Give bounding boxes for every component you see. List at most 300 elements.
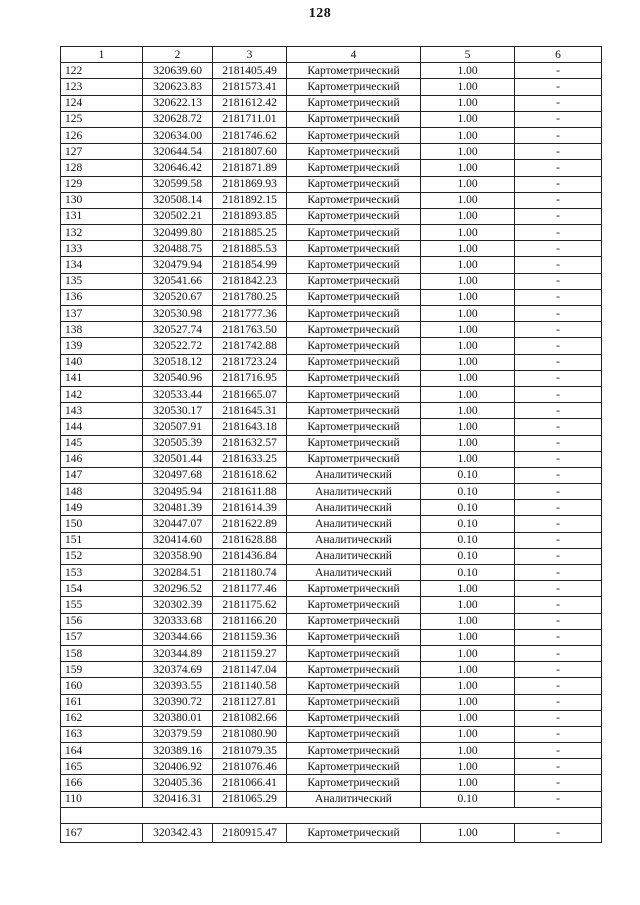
cell-y-coordinate: 2181665.07 bbox=[213, 386, 287, 402]
cell-method: Картометрический bbox=[287, 176, 421, 192]
table-row bbox=[61, 403, 602, 419]
cell-x-coordinate: 320393.55 bbox=[143, 678, 213, 694]
cell-accuracy: 1.00 bbox=[421, 678, 515, 694]
cell-method: Картометрический bbox=[287, 160, 421, 176]
cell-y-coordinate: 2181076.46 bbox=[213, 759, 287, 775]
cell-method: Картометрический bbox=[287, 403, 421, 419]
cell-point-number: 150 bbox=[61, 516, 143, 532]
cell-method: Картометрический bbox=[287, 629, 421, 645]
cell-accuracy: 1.00 bbox=[421, 694, 515, 710]
cell-point-number: 158 bbox=[61, 645, 143, 661]
cell-method: Аналитический bbox=[287, 548, 421, 564]
cell-point-number: 149 bbox=[61, 500, 143, 516]
cell-accuracy: 0.10 bbox=[421, 565, 515, 581]
table-body bbox=[61, 63, 602, 843]
cell-y-coordinate: 2181614.39 bbox=[213, 500, 287, 516]
table-row bbox=[61, 775, 602, 791]
cell-accuracy: 1.00 bbox=[421, 225, 515, 241]
cell-method: Картометрический bbox=[287, 144, 421, 160]
cell-y-coordinate: 2181885.53 bbox=[213, 241, 287, 257]
cell-point-number: 143 bbox=[61, 403, 143, 419]
cell-accuracy: 1.00 bbox=[421, 306, 515, 322]
table-row bbox=[61, 678, 602, 694]
table-row bbox=[61, 565, 602, 581]
cell-accuracy: 1.00 bbox=[421, 743, 515, 759]
cell-point-number: 152 bbox=[61, 548, 143, 564]
table-row bbox=[61, 354, 602, 370]
cell-accuracy: 1.00 bbox=[421, 726, 515, 742]
cell-point-number: 163 bbox=[61, 726, 143, 742]
cell-method: Картометрический bbox=[287, 127, 421, 143]
cell-method: Картометрический bbox=[287, 208, 421, 224]
table-row bbox=[61, 694, 602, 710]
cell-point-number: 167 bbox=[61, 823, 143, 842]
table-row bbox=[61, 160, 602, 176]
cell-point-number: 135 bbox=[61, 273, 143, 289]
table-row bbox=[61, 645, 602, 661]
cell-note: - bbox=[515, 565, 602, 581]
cell-point-number: 151 bbox=[61, 532, 143, 548]
table-row bbox=[61, 597, 602, 613]
cell-x-coordinate: 320344.66 bbox=[143, 629, 213, 645]
cell-y-coordinate: 2181723.24 bbox=[213, 354, 287, 370]
cell-y-coordinate: 2181893.85 bbox=[213, 208, 287, 224]
cell-x-coordinate: 320389.16 bbox=[143, 743, 213, 759]
cell-y-coordinate: 2181180.74 bbox=[213, 565, 287, 581]
cell-x-coordinate: 320540.96 bbox=[143, 370, 213, 386]
cell-point-number: 159 bbox=[61, 662, 143, 678]
cell-method: Картометрический bbox=[287, 338, 421, 354]
cell-method: Картометрический bbox=[287, 111, 421, 127]
cell-x-coordinate: 320406.92 bbox=[143, 759, 213, 775]
cell-y-coordinate: 2181742.88 bbox=[213, 338, 287, 354]
cell-y-coordinate: 2181177.46 bbox=[213, 581, 287, 597]
cell-accuracy: 1.00 bbox=[421, 95, 515, 111]
cell-note: - bbox=[515, 629, 602, 645]
cell-note: - bbox=[515, 273, 602, 289]
cell-accuracy: 0.10 bbox=[421, 532, 515, 548]
cell-x-coordinate: 320497.68 bbox=[143, 467, 213, 483]
cell-method: Аналитический bbox=[287, 467, 421, 483]
cell-x-coordinate: 320505.39 bbox=[143, 435, 213, 451]
cell-note: - bbox=[515, 95, 602, 111]
table-row bbox=[61, 516, 602, 532]
cell-point-number: 129 bbox=[61, 176, 143, 192]
cell-point-number: 127 bbox=[61, 144, 143, 160]
cell-y-coordinate: 2181645.31 bbox=[213, 403, 287, 419]
empty-cell bbox=[421, 807, 515, 823]
cell-point-number: 124 bbox=[61, 95, 143, 111]
cell-x-coordinate: 320481.39 bbox=[143, 500, 213, 516]
cell-note: - bbox=[515, 694, 602, 710]
column-header-6: 6 bbox=[515, 47, 602, 63]
cell-point-number: 123 bbox=[61, 79, 143, 95]
table-row bbox=[61, 759, 602, 775]
cell-x-coordinate: 320623.83 bbox=[143, 79, 213, 95]
cell-y-coordinate: 2181869.93 bbox=[213, 176, 287, 192]
cell-point-number: 166 bbox=[61, 775, 143, 791]
cell-y-coordinate: 2181573.41 bbox=[213, 79, 287, 95]
table-row bbox=[61, 613, 602, 629]
cell-accuracy: 1.00 bbox=[421, 127, 515, 143]
cell-method: Картометрический bbox=[287, 192, 421, 208]
cell-y-coordinate: 2181763.50 bbox=[213, 322, 287, 338]
cell-x-coordinate: 320333.68 bbox=[143, 613, 213, 629]
cell-accuracy: 1.00 bbox=[421, 775, 515, 791]
table-row bbox=[61, 419, 602, 435]
cell-method: Картометрический bbox=[287, 322, 421, 338]
cell-note: - bbox=[515, 500, 602, 516]
table-row bbox=[61, 257, 602, 273]
column-header-1: 1 bbox=[61, 47, 143, 63]
cell-note: - bbox=[515, 645, 602, 661]
table-row bbox=[61, 484, 602, 500]
table-row bbox=[61, 435, 602, 451]
cell-note: - bbox=[515, 435, 602, 451]
cell-note: - bbox=[515, 160, 602, 176]
cell-accuracy: 1.00 bbox=[421, 419, 515, 435]
table-row bbox=[61, 225, 602, 241]
cell-method: Картометрический bbox=[287, 678, 421, 694]
cell-y-coordinate: 2181871.89 bbox=[213, 160, 287, 176]
cell-point-number: 160 bbox=[61, 678, 143, 694]
cell-x-coordinate: 320380.01 bbox=[143, 710, 213, 726]
cell-y-coordinate: 2181854.99 bbox=[213, 257, 287, 273]
page-number: 128 bbox=[308, 6, 332, 21]
cell-accuracy: 1.00 bbox=[421, 144, 515, 160]
cell-x-coordinate: 320646.42 bbox=[143, 160, 213, 176]
cell-method: Картометрический bbox=[287, 241, 421, 257]
cell-method: Аналитический bbox=[287, 565, 421, 581]
cell-point-number: 133 bbox=[61, 241, 143, 257]
cell-x-coordinate: 320447.07 bbox=[143, 516, 213, 532]
cell-note: - bbox=[515, 613, 602, 629]
cell-method: Картометрический bbox=[287, 645, 421, 661]
cell-note: - bbox=[515, 127, 602, 143]
column-header-4: 4 bbox=[287, 47, 421, 63]
cell-note: - bbox=[515, 743, 602, 759]
cell-point-number: 136 bbox=[61, 289, 143, 305]
empty-cell bbox=[213, 807, 287, 823]
cell-note: - bbox=[515, 386, 602, 402]
cell-note: - bbox=[515, 451, 602, 467]
cell-point-number: 165 bbox=[61, 759, 143, 775]
cell-accuracy: 1.00 bbox=[421, 176, 515, 192]
cell-point-number: 154 bbox=[61, 581, 143, 597]
cell-x-coordinate: 320495.94 bbox=[143, 484, 213, 500]
cell-x-coordinate: 320518.12 bbox=[143, 354, 213, 370]
cell-note: - bbox=[515, 484, 602, 500]
cell-x-coordinate: 320527.74 bbox=[143, 322, 213, 338]
cell-method: Аналитический bbox=[287, 791, 421, 807]
cell-accuracy: 1.00 bbox=[421, 354, 515, 370]
cell-point-number: 157 bbox=[61, 629, 143, 645]
cell-accuracy: 1.00 bbox=[421, 759, 515, 775]
cell-note: - bbox=[515, 225, 602, 241]
table-row bbox=[61, 338, 602, 354]
table-row bbox=[61, 500, 602, 516]
cell-x-coordinate: 320302.39 bbox=[143, 597, 213, 613]
cell-x-coordinate: 320639.60 bbox=[143, 63, 213, 79]
cell-method: Картометрический bbox=[287, 306, 421, 322]
cell-accuracy: 0.10 bbox=[421, 791, 515, 807]
cell-note: - bbox=[515, 306, 602, 322]
empty-cell bbox=[515, 807, 602, 823]
cell-note: - bbox=[515, 419, 602, 435]
table-row bbox=[61, 273, 602, 289]
cell-x-coordinate: 320342.43 bbox=[143, 823, 213, 842]
cell-x-coordinate: 320499.80 bbox=[143, 225, 213, 241]
cell-method: Картометрический bbox=[287, 289, 421, 305]
cell-point-number: 155 bbox=[61, 597, 143, 613]
cell-note: - bbox=[515, 467, 602, 483]
cell-point-number: 146 bbox=[61, 451, 143, 467]
cell-x-coordinate: 320296.52 bbox=[143, 581, 213, 597]
cell-y-coordinate: 2181140.58 bbox=[213, 678, 287, 694]
cell-point-number: 147 bbox=[61, 467, 143, 483]
empty-cell bbox=[143, 807, 213, 823]
cell-method: Картометрический bbox=[287, 597, 421, 613]
cell-method: Аналитический bbox=[287, 484, 421, 500]
cell-x-coordinate: 320501.44 bbox=[143, 451, 213, 467]
cell-accuracy: 1.00 bbox=[421, 208, 515, 224]
cell-y-coordinate: 2181632.57 bbox=[213, 435, 287, 451]
cell-note: - bbox=[515, 662, 602, 678]
cell-accuracy: 1.00 bbox=[421, 289, 515, 305]
cell-y-coordinate: 2181618.62 bbox=[213, 467, 287, 483]
cell-y-coordinate: 2181405.49 bbox=[213, 63, 287, 79]
cell-point-number: 130 bbox=[61, 192, 143, 208]
cell-accuracy: 1.00 bbox=[421, 322, 515, 338]
table-row bbox=[61, 710, 602, 726]
table-row bbox=[61, 629, 602, 645]
table-row bbox=[61, 306, 602, 322]
table-row bbox=[61, 467, 602, 483]
cell-point-number: 138 bbox=[61, 322, 143, 338]
cell-point-number: 122 bbox=[61, 63, 143, 79]
cell-note: - bbox=[515, 791, 602, 807]
cell-method: Картометрический bbox=[287, 759, 421, 775]
cell-method: Картометрический bbox=[287, 823, 421, 842]
cell-note: - bbox=[515, 726, 602, 742]
table-row bbox=[61, 192, 602, 208]
table-row bbox=[61, 176, 602, 192]
cell-note: - bbox=[515, 322, 602, 338]
cell-note: - bbox=[515, 370, 602, 386]
cell-x-coordinate: 320405.36 bbox=[143, 775, 213, 791]
cell-note: - bbox=[515, 516, 602, 532]
cell-accuracy: 0.10 bbox=[421, 548, 515, 564]
cell-accuracy: 1.00 bbox=[421, 273, 515, 289]
cell-method: Картометрический bbox=[287, 273, 421, 289]
cell-y-coordinate: 2181065.29 bbox=[213, 791, 287, 807]
cell-note: - bbox=[515, 710, 602, 726]
cell-accuracy: 0.10 bbox=[421, 516, 515, 532]
cell-x-coordinate: 320358.90 bbox=[143, 548, 213, 564]
cell-y-coordinate: 2181175.62 bbox=[213, 597, 287, 613]
cell-x-coordinate: 320644.54 bbox=[143, 144, 213, 160]
cell-method: Картометрический bbox=[287, 63, 421, 79]
cell-y-coordinate: 2180915.47 bbox=[213, 823, 287, 842]
cell-x-coordinate: 320344.89 bbox=[143, 645, 213, 661]
cell-x-coordinate: 320541.66 bbox=[143, 273, 213, 289]
cell-point-number: 162 bbox=[61, 710, 143, 726]
cell-x-coordinate: 320284.51 bbox=[143, 565, 213, 581]
cell-y-coordinate: 2181633.25 bbox=[213, 451, 287, 467]
table-row bbox=[61, 322, 602, 338]
cell-accuracy: 1.00 bbox=[421, 241, 515, 257]
cell-accuracy: 1.00 bbox=[421, 435, 515, 451]
cell-accuracy: 1.00 bbox=[421, 63, 515, 79]
cell-note: - bbox=[515, 144, 602, 160]
table-row bbox=[61, 662, 602, 678]
cell-note: - bbox=[515, 241, 602, 257]
table-row bbox=[61, 144, 602, 160]
cell-method: Картометрический bbox=[287, 581, 421, 597]
cell-y-coordinate: 2181436.84 bbox=[213, 548, 287, 564]
cell-point-number: 139 bbox=[61, 338, 143, 354]
table-row bbox=[61, 581, 602, 597]
cell-note: - bbox=[515, 759, 602, 775]
cell-accuracy: 1.00 bbox=[421, 338, 515, 354]
cell-y-coordinate: 2181159.27 bbox=[213, 645, 287, 661]
cell-point-number: 144 bbox=[61, 419, 143, 435]
cell-y-coordinate: 2181159.36 bbox=[213, 629, 287, 645]
cell-point-number: 134 bbox=[61, 257, 143, 273]
cell-y-coordinate: 2181080.90 bbox=[213, 726, 287, 742]
column-header-5: 5 bbox=[421, 47, 515, 63]
cell-x-coordinate: 320533.44 bbox=[143, 386, 213, 402]
cell-x-coordinate: 320416.31 bbox=[143, 791, 213, 807]
cell-accuracy: 1.00 bbox=[421, 451, 515, 467]
cell-y-coordinate: 2181082.66 bbox=[213, 710, 287, 726]
cell-y-coordinate: 2181746.62 bbox=[213, 127, 287, 143]
cell-method: Картометрический bbox=[287, 225, 421, 241]
cell-note: - bbox=[515, 775, 602, 791]
empty-cell bbox=[287, 807, 421, 823]
cell-x-coordinate: 320390.72 bbox=[143, 694, 213, 710]
cell-method: Аналитический bbox=[287, 500, 421, 516]
cell-y-coordinate: 2181807.60 bbox=[213, 144, 287, 160]
table-spacer-row bbox=[61, 807, 602, 823]
cell-y-coordinate: 2181166.20 bbox=[213, 613, 287, 629]
table-row bbox=[61, 726, 602, 742]
table-row bbox=[61, 241, 602, 257]
cell-accuracy: 1.00 bbox=[421, 581, 515, 597]
cell-y-coordinate: 2181612.42 bbox=[213, 95, 287, 111]
cell-point-number: 145 bbox=[61, 435, 143, 451]
cell-note: - bbox=[515, 403, 602, 419]
cell-method: Картометрический bbox=[287, 613, 421, 629]
cell-accuracy: 1.00 bbox=[421, 79, 515, 95]
cell-accuracy: 1.00 bbox=[421, 160, 515, 176]
cell-point-number: 110 bbox=[61, 791, 143, 807]
cell-accuracy: 1.00 bbox=[421, 645, 515, 661]
cell-accuracy: 1.00 bbox=[421, 597, 515, 613]
cell-y-coordinate: 2181842.23 bbox=[213, 273, 287, 289]
cell-x-coordinate: 320530.17 bbox=[143, 403, 213, 419]
cell-method: Картометрический bbox=[287, 743, 421, 759]
cell-accuracy: 0.10 bbox=[421, 500, 515, 516]
cell-y-coordinate: 2181066.41 bbox=[213, 775, 287, 791]
cell-y-coordinate: 2181716.95 bbox=[213, 370, 287, 386]
cell-accuracy: 1.00 bbox=[421, 403, 515, 419]
cell-note: - bbox=[515, 63, 602, 79]
cell-point-number: 131 bbox=[61, 208, 143, 224]
table-row bbox=[61, 532, 602, 548]
cell-x-coordinate: 320622.13 bbox=[143, 95, 213, 111]
cell-note: - bbox=[515, 289, 602, 305]
table-header-row bbox=[61, 47, 602, 63]
cell-accuracy: 1.00 bbox=[421, 111, 515, 127]
table-row bbox=[61, 127, 602, 143]
cell-method: Картометрический bbox=[287, 419, 421, 435]
cell-point-number: 156 bbox=[61, 613, 143, 629]
table-row bbox=[61, 823, 602, 842]
cell-x-coordinate: 320634.00 bbox=[143, 127, 213, 143]
cell-x-coordinate: 320530.98 bbox=[143, 306, 213, 322]
cell-method: Картометрический bbox=[287, 775, 421, 791]
cell-note: - bbox=[515, 79, 602, 95]
cell-point-number: 164 bbox=[61, 743, 143, 759]
cell-accuracy: 1.00 bbox=[421, 386, 515, 402]
cell-note: - bbox=[515, 532, 602, 548]
table-row bbox=[61, 386, 602, 402]
cell-accuracy: 1.00 bbox=[421, 192, 515, 208]
cell-method: Картометрический bbox=[287, 710, 421, 726]
cell-point-number: 148 bbox=[61, 484, 143, 500]
cell-point-number: 142 bbox=[61, 386, 143, 402]
cell-x-coordinate: 320379.59 bbox=[143, 726, 213, 742]
cell-note: - bbox=[515, 338, 602, 354]
table-row bbox=[61, 743, 602, 759]
cell-x-coordinate: 320628.72 bbox=[143, 111, 213, 127]
cell-method: Картометрический bbox=[287, 694, 421, 710]
cell-accuracy: 1.00 bbox=[421, 613, 515, 629]
cell-y-coordinate: 2181777.36 bbox=[213, 306, 287, 322]
cell-note: - bbox=[515, 548, 602, 564]
cell-note: - bbox=[515, 192, 602, 208]
cell-x-coordinate: 320414.60 bbox=[143, 532, 213, 548]
cell-method: Картометрический bbox=[287, 95, 421, 111]
table-row bbox=[61, 79, 602, 95]
cell-accuracy: 1.00 bbox=[421, 257, 515, 273]
cell-point-number: 140 bbox=[61, 354, 143, 370]
cell-accuracy: 1.00 bbox=[421, 629, 515, 645]
cell-y-coordinate: 2181622.89 bbox=[213, 516, 287, 532]
cell-point-number: 153 bbox=[61, 565, 143, 581]
cell-method: Аналитический bbox=[287, 516, 421, 532]
cell-y-coordinate: 2181643.18 bbox=[213, 419, 287, 435]
cell-method: Картометрический bbox=[287, 370, 421, 386]
cell-x-coordinate: 320520.67 bbox=[143, 289, 213, 305]
cell-note: - bbox=[515, 823, 602, 842]
cell-y-coordinate: 2181147.04 bbox=[213, 662, 287, 678]
empty-cell bbox=[61, 807, 143, 823]
table-row bbox=[61, 451, 602, 467]
cell-note: - bbox=[515, 111, 602, 127]
table-row bbox=[61, 370, 602, 386]
coordinates-table bbox=[60, 46, 602, 843]
column-header-3: 3 bbox=[213, 47, 287, 63]
cell-point-number: 132 bbox=[61, 225, 143, 241]
cell-x-coordinate: 320599.58 bbox=[143, 176, 213, 192]
cell-method: Картометрический bbox=[287, 354, 421, 370]
cell-point-number: 141 bbox=[61, 370, 143, 386]
cell-note: - bbox=[515, 354, 602, 370]
cell-y-coordinate: 2181885.25 bbox=[213, 225, 287, 241]
table-row bbox=[61, 289, 602, 305]
